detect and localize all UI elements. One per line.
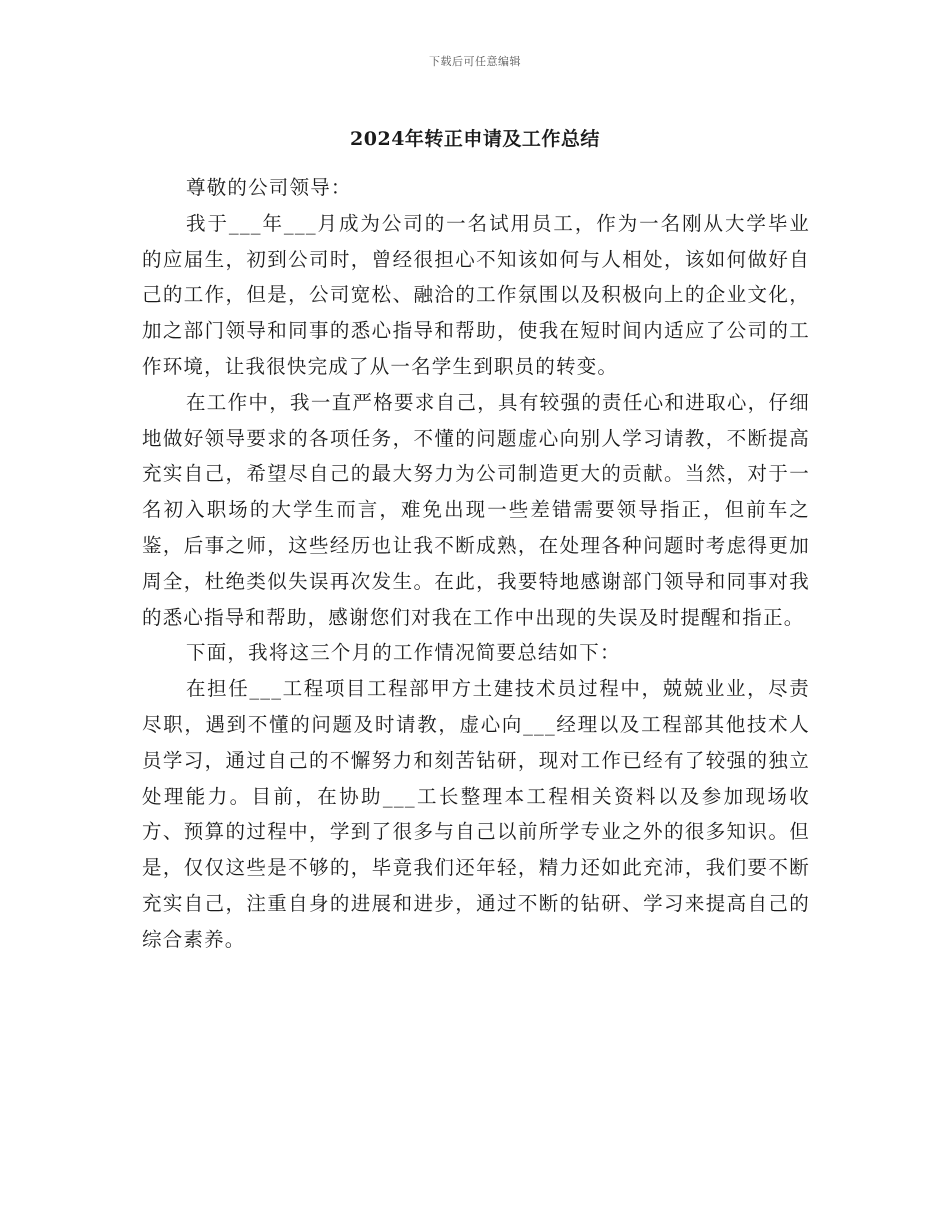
paragraph-work-details: 在担任___工程项目工程部甲方土建技术员过程中，兢兢业业，尽责尽职，遇到不懂的问题及时请教，虚心向___经理以及工程部其他技术人员学习，通过自己的不懈努力和刻苦钻研，现对工作已经有了较强的独立处理能力。目前，在协助___工长整理本工程相关资料以及参加现场收方、预算的过程中，学到了很多与自己以前所学专业之外的很多知识。但是，仅仅这些是不够的，毕竟我们还年轻，精力还如此充沛，我们要不断充实自己，注重自身的进展和进步，通过不断的钻研、学习来提高自己的综合素养。 <box>142 677 810 951</box>
paragraph-intro: 我于___年___月成为公司的一名试用员工，作为一名刚从大学毕业的应届生，初到公司时，曾经很担心不知该如何与人相处，该如何做好自己的工作，但是，公司宽松、融洽的工作氛围以及积极向上的企业文化，加之部门领导和同事的悉心指导和帮助，使我在短时间内适应了公司的工作环境，让我很快完成了从一名学生到职员的转变。 <box>142 211 810 378</box>
document-body <box>142 170 810 958</box>
paragraph-summary-lead: 下面，我将这三个月的工作情况简要总结如下： <box>186 641 621 665</box>
paragraph-work-attitude: 在工作中，我一直严格要求自己，具有较强的责任心和进取心，仔细地做好领导要求的各项任务，不懂的问题虚心向别人学习请教，不断提高充实自己，希望尽自己的最大努力为公司制造更大的贡献。当然，对于一名初入职场的大学生而言，难免出现一些差错需要领导指正，但前车之鉴，后事之师，这些经历也让我不断成熟，在处理各种问题时考虑得更加周全，杜绝类似失误再次发生。在此，我要特地感谢部门领导和同事对我的悉心指导和帮助，感谢您们对我在工作中出现的失误及时提醒和指正。 <box>142 390 810 629</box>
header-note: 下载后可任意编辑 <box>429 55 521 68</box>
salutation: 尊敬的公司领导： <box>186 176 352 199</box>
document-title: 2024年转正申请及工作总结 <box>350 128 600 150</box>
